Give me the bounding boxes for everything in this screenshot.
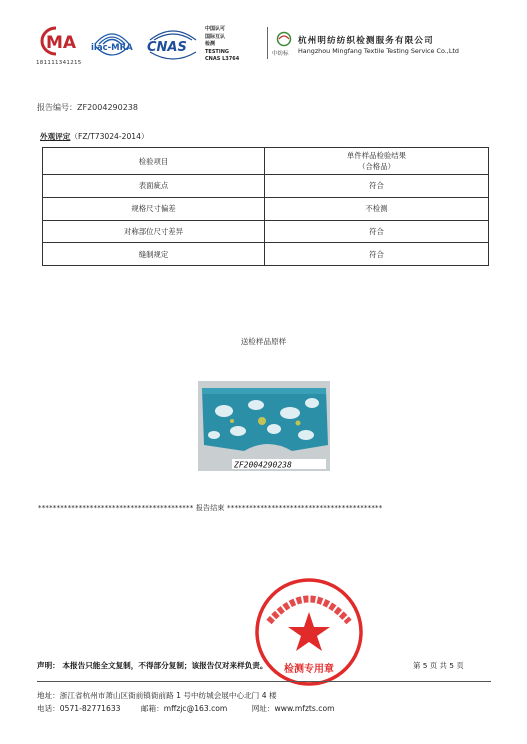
cnas-line: 国际互认	[205, 33, 226, 40]
footer-address: 地址：浙江省杭州市萧山区衙前镇衙前路 1 号中纺城会展中心北门 4 楼	[37, 691, 277, 700]
footer-phone: 电话：0571-82771633	[37, 704, 121, 713]
report-number	[37, 102, 138, 113]
row-item: 规格尺寸偏差	[43, 197, 265, 220]
section-title	[40, 131, 149, 142]
company-name-en: Hangzhou Mingfang Textile Testing Service Co.,Ltd	[298, 47, 459, 55]
sample-photo	[198, 381, 330, 471]
cnas-accreditation-text	[205, 26, 239, 64]
company-seal	[253, 576, 365, 688]
row-result: 不检测	[265, 197, 489, 220]
cnas-line: 中国认可	[205, 26, 226, 32]
table-row	[43, 243, 489, 266]
row-result: 符合	[265, 175, 489, 198]
footer-email: 邮箱：mffzjc@163.com	[140, 704, 228, 713]
declaration: 声明： 本报告只能全文复制，不得部分复制；该报告仅对来样负责。	[37, 661, 268, 670]
footer-website: 网址：www.mfzts.com	[251, 704, 335, 713]
section-standard: （FZ/T73024-2014）	[70, 132, 149, 141]
row-result: 符合	[265, 220, 489, 243]
page-number: 第 5 页 共 5 页	[413, 661, 464, 670]
footer-contact	[37, 703, 339, 714]
underwear-image	[198, 381, 330, 471]
cnas-line: CNAS L3764	[205, 56, 240, 62]
row-result: 符合	[265, 243, 489, 266]
report-end-line: ****************************************** 报告结束 ******************************************	[38, 504, 383, 512]
cnas-line: 检测	[205, 41, 216, 47]
row-item: 缝制规定	[43, 243, 265, 266]
row-item: 表面疵点	[43, 175, 265, 198]
results-table	[42, 147, 489, 266]
mingfang-logo	[272, 30, 296, 58]
table-row	[43, 197, 489, 220]
footer-divider	[37, 681, 491, 682]
header-divider	[267, 27, 268, 59]
table-row	[43, 175, 489, 198]
photo-label: ZF2004290238	[234, 460, 292, 470]
report-number-label: 报告编号：	[37, 103, 77, 112]
sample-caption: 送检样品原样	[240, 337, 287, 346]
table-header-row	[43, 148, 489, 175]
ilac-mra-logo	[89, 26, 135, 62]
cma-number: 181111341215	[36, 60, 82, 66]
cnas-line: TESTING	[205, 48, 229, 55]
company-name-cn: 杭州明纺纺织检测服务有限公司	[298, 36, 434, 46]
header-result-line2: （合格品）	[358, 162, 395, 171]
table-row	[43, 220, 489, 243]
cma-logo	[36, 24, 82, 58]
header-item: 检验项目	[43, 148, 265, 175]
cnas-logo-text: CNAS	[147, 40, 187, 55]
row-item: 对称部位尺寸差异	[43, 220, 265, 243]
header-result-line1: 单件样品检验结果	[346, 151, 407, 160]
ilac-logo-text: ilac-MRA	[91, 43, 133, 53]
cma-logo-text: MA	[46, 33, 77, 53]
section-title-text: 外观评定	[40, 132, 71, 141]
cnas-logo	[145, 26, 201, 62]
seal-text: 检测专用章	[284, 664, 334, 675]
mingfang-logo-text: 中纺标	[272, 51, 289, 57]
report-number-value: ZF2004290238	[77, 103, 138, 112]
header-result	[265, 148, 489, 175]
